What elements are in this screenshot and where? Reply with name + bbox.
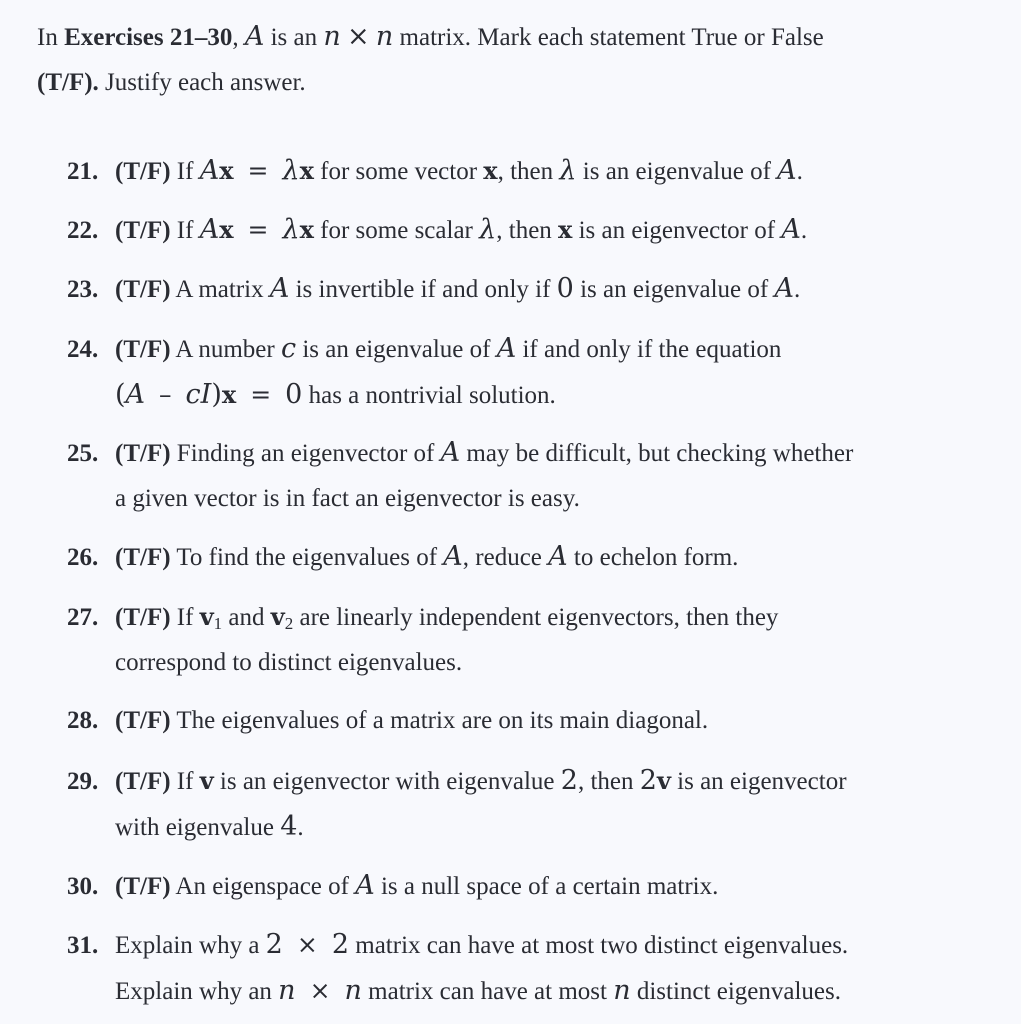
exercise-30: 30. (T/F) An eigenspace of A is a null space of a certain matrix. [67,870,719,901]
exercise-29: 29. (T/F) If v is an eigenvector with eigenvalue 2, then 2v is an eigenvector with eigenvalue 4. [67,765,847,842]
exercise-24: 24. (T/F) A number c is an eigenvalue of A if and only if the equation (A – cI)x = 0 has a nontrivial solution. [67,333,782,410]
exercise-28: 28. (T/F) The eigenvalues of a matrix are on its main diagonal. [67,707,709,734]
exercise-25: 25. (T/F) Finding an eigenvector of A may be difficult, but checking whether a given vector is in fact an eigenvector is easy. [67,437,854,512]
exercise-22: 22. (T/F) If Ax = λx for some scalar λ, then x is an eigenvector of A. [67,214,808,245]
exercise-27: 27. (T/F) If $v_1$ and $v_2$ are linearly independent eigenvectors, then they correspond to distinct eigenvalues. [67,602,779,676]
exercise-21: 21. (T/F) If Ax = λx for some vector x, then λ is an eigenvalue of A. [67,155,803,186]
exercise-23: 23. (T/F) A matrix A is invertible if and only if 0 is an eigenvalue of A. [67,273,801,304]
exercise-26: 26. (T/F) To find the eigenvalues of A, reduce A to echelon form. [67,541,739,572]
exercise-range: Exercises 21–30 [64,24,233,51]
exercise-31: 31. Explain why a 2 × 2 matrix can have at most two distinct eigenvalues. Explain why an n × n matrix can have at most n distinct eigenvalues. [67,929,849,1006]
tf-label: (T/F). [37,69,99,96]
exercise-instructions: In Exercises 21–30, A is an n × n matrix. Mark each statement True or False (T/F). Justify each answer. [37,21,824,96]
